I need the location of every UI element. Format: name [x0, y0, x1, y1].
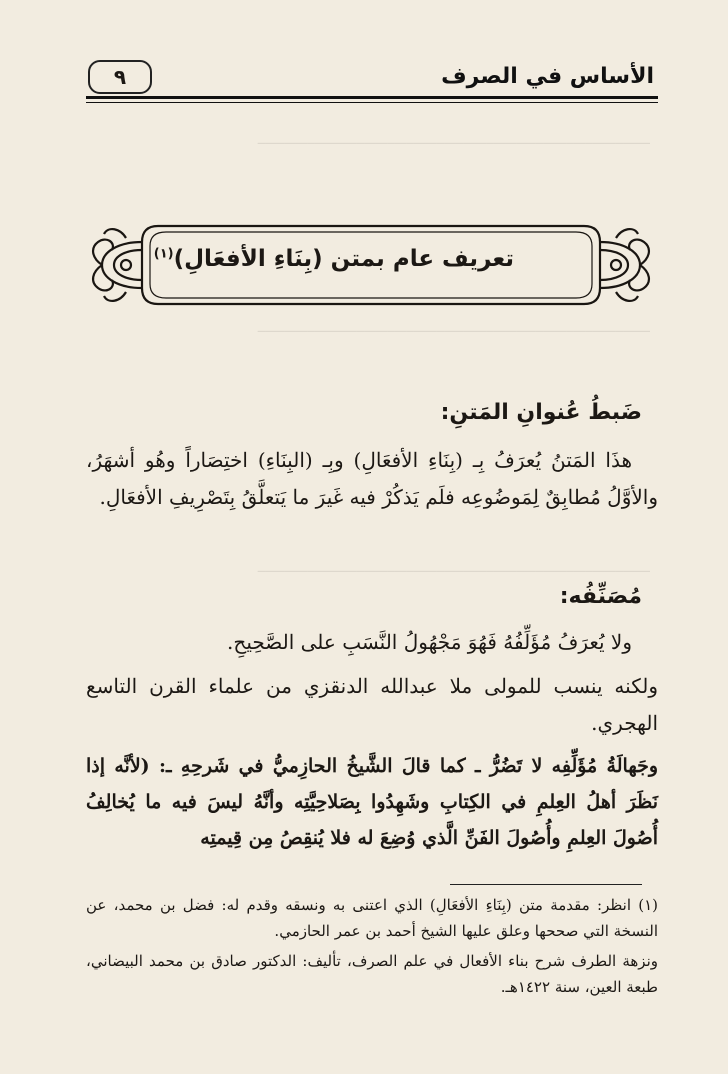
header-rule-thin [86, 102, 658, 103]
chapter-title-frame [88, 220, 654, 310]
footnote-1-continued: ونزهة الطرف شرح بناء الأفعال في علم الصرف، تأليف: الدكتور صادق بن محمد البيضاني، طبعة العين، سنة ١٤٢٢هـ. [86, 952, 658, 996]
chapter-title-text: تعريف عام بمتن (بِنَاءِ الأفعَالِ) [173, 246, 514, 272]
header-rule-thick [86, 96, 658, 99]
footnote-separator [450, 884, 642, 885]
bleed-through: ـــــــــــــــــــــــــــــــــــــــــــــــــــــــــــــــــــــــــــــــــــــــــــــــــــــــ [257, 133, 650, 148]
paragraph-author-unknown: ولا يُعرَفُ مُؤَلِّفُهُ فَهُوَ مَجْهُولُ النَّسَبِ على الصَّحِيحِ. [227, 630, 632, 654]
bleed-through: ـــــــــــــــــــــــــــــــــــــــــــــــــــــــــــــــــــــــــــــــــــــــــــــــــــــــ [257, 561, 650, 576]
footnote-1: (١) انظر: مقدمة متن (بِنَاءِ الأفعَالِ) الذي اعتنى به ونسقه وقدم له: فضل بن محمد، عن النسخة التي صححها وعلق عليها الشيخ أحمد بن عمر الحازمي. [86, 896, 658, 940]
paragraph-title-control: هذَا المَتنُ يُعرَفُ بِـ (بِنَاءِ الأفعَالِ) وبِـ (البِنَاءِ) اختِصَاراً وهُو أشهَرُ، والأوَّلُ مُطابِقٌ لِمَوضُوعِه فلَم يَذكُرْ فيه غَيرَ ما يَتعلَّقُ بِتَصْرِيفِ الأفعَالِ. [86, 448, 658, 509]
paragraph-author-quote: وجَهالَةُ مُؤَلِّفِه لا تَضُرُّ ـ كما قالَ الشَّيخُ الحازِميُّ في شَرحِهِ ـ: (لأنَّه إذا نَظَرَ أهلُ العِلمِ في الكِتابِ وشَهِدُوا بِصَلاحِيَّتِه وأنَّهُ ليسَ فيه ما يُخالِفُ أُصُولَ العِلمِ وأُصُولَ الفَنِّ الَّذي وُضِعَ له فلا يُنقِصُ مِن قِيمتِه [86, 755, 658, 849]
section-heading-title-control: ضَبطُ عُنوانِ المَتنِ: [440, 400, 642, 425]
page-number: ٩ [88, 60, 152, 94]
footnote-ref: (١) [153, 246, 174, 262]
bleed-through: ـــــــــــــــــــــــــــــــــــــــــــــــــــــــــــــــــــــــــــــــــــــــــــــــــــــــ [257, 321, 650, 336]
paragraph-author-attribution: ولكنه ينسب للمولى ملا عبدالله الدنقزي من علماء القرن التاسع الهجري. [86, 674, 658, 735]
chapter-title [153, 246, 514, 272]
running-title: الأساس في الصرف [441, 64, 654, 89]
section-heading-author: مُصَنِّفُه: [559, 584, 642, 609]
